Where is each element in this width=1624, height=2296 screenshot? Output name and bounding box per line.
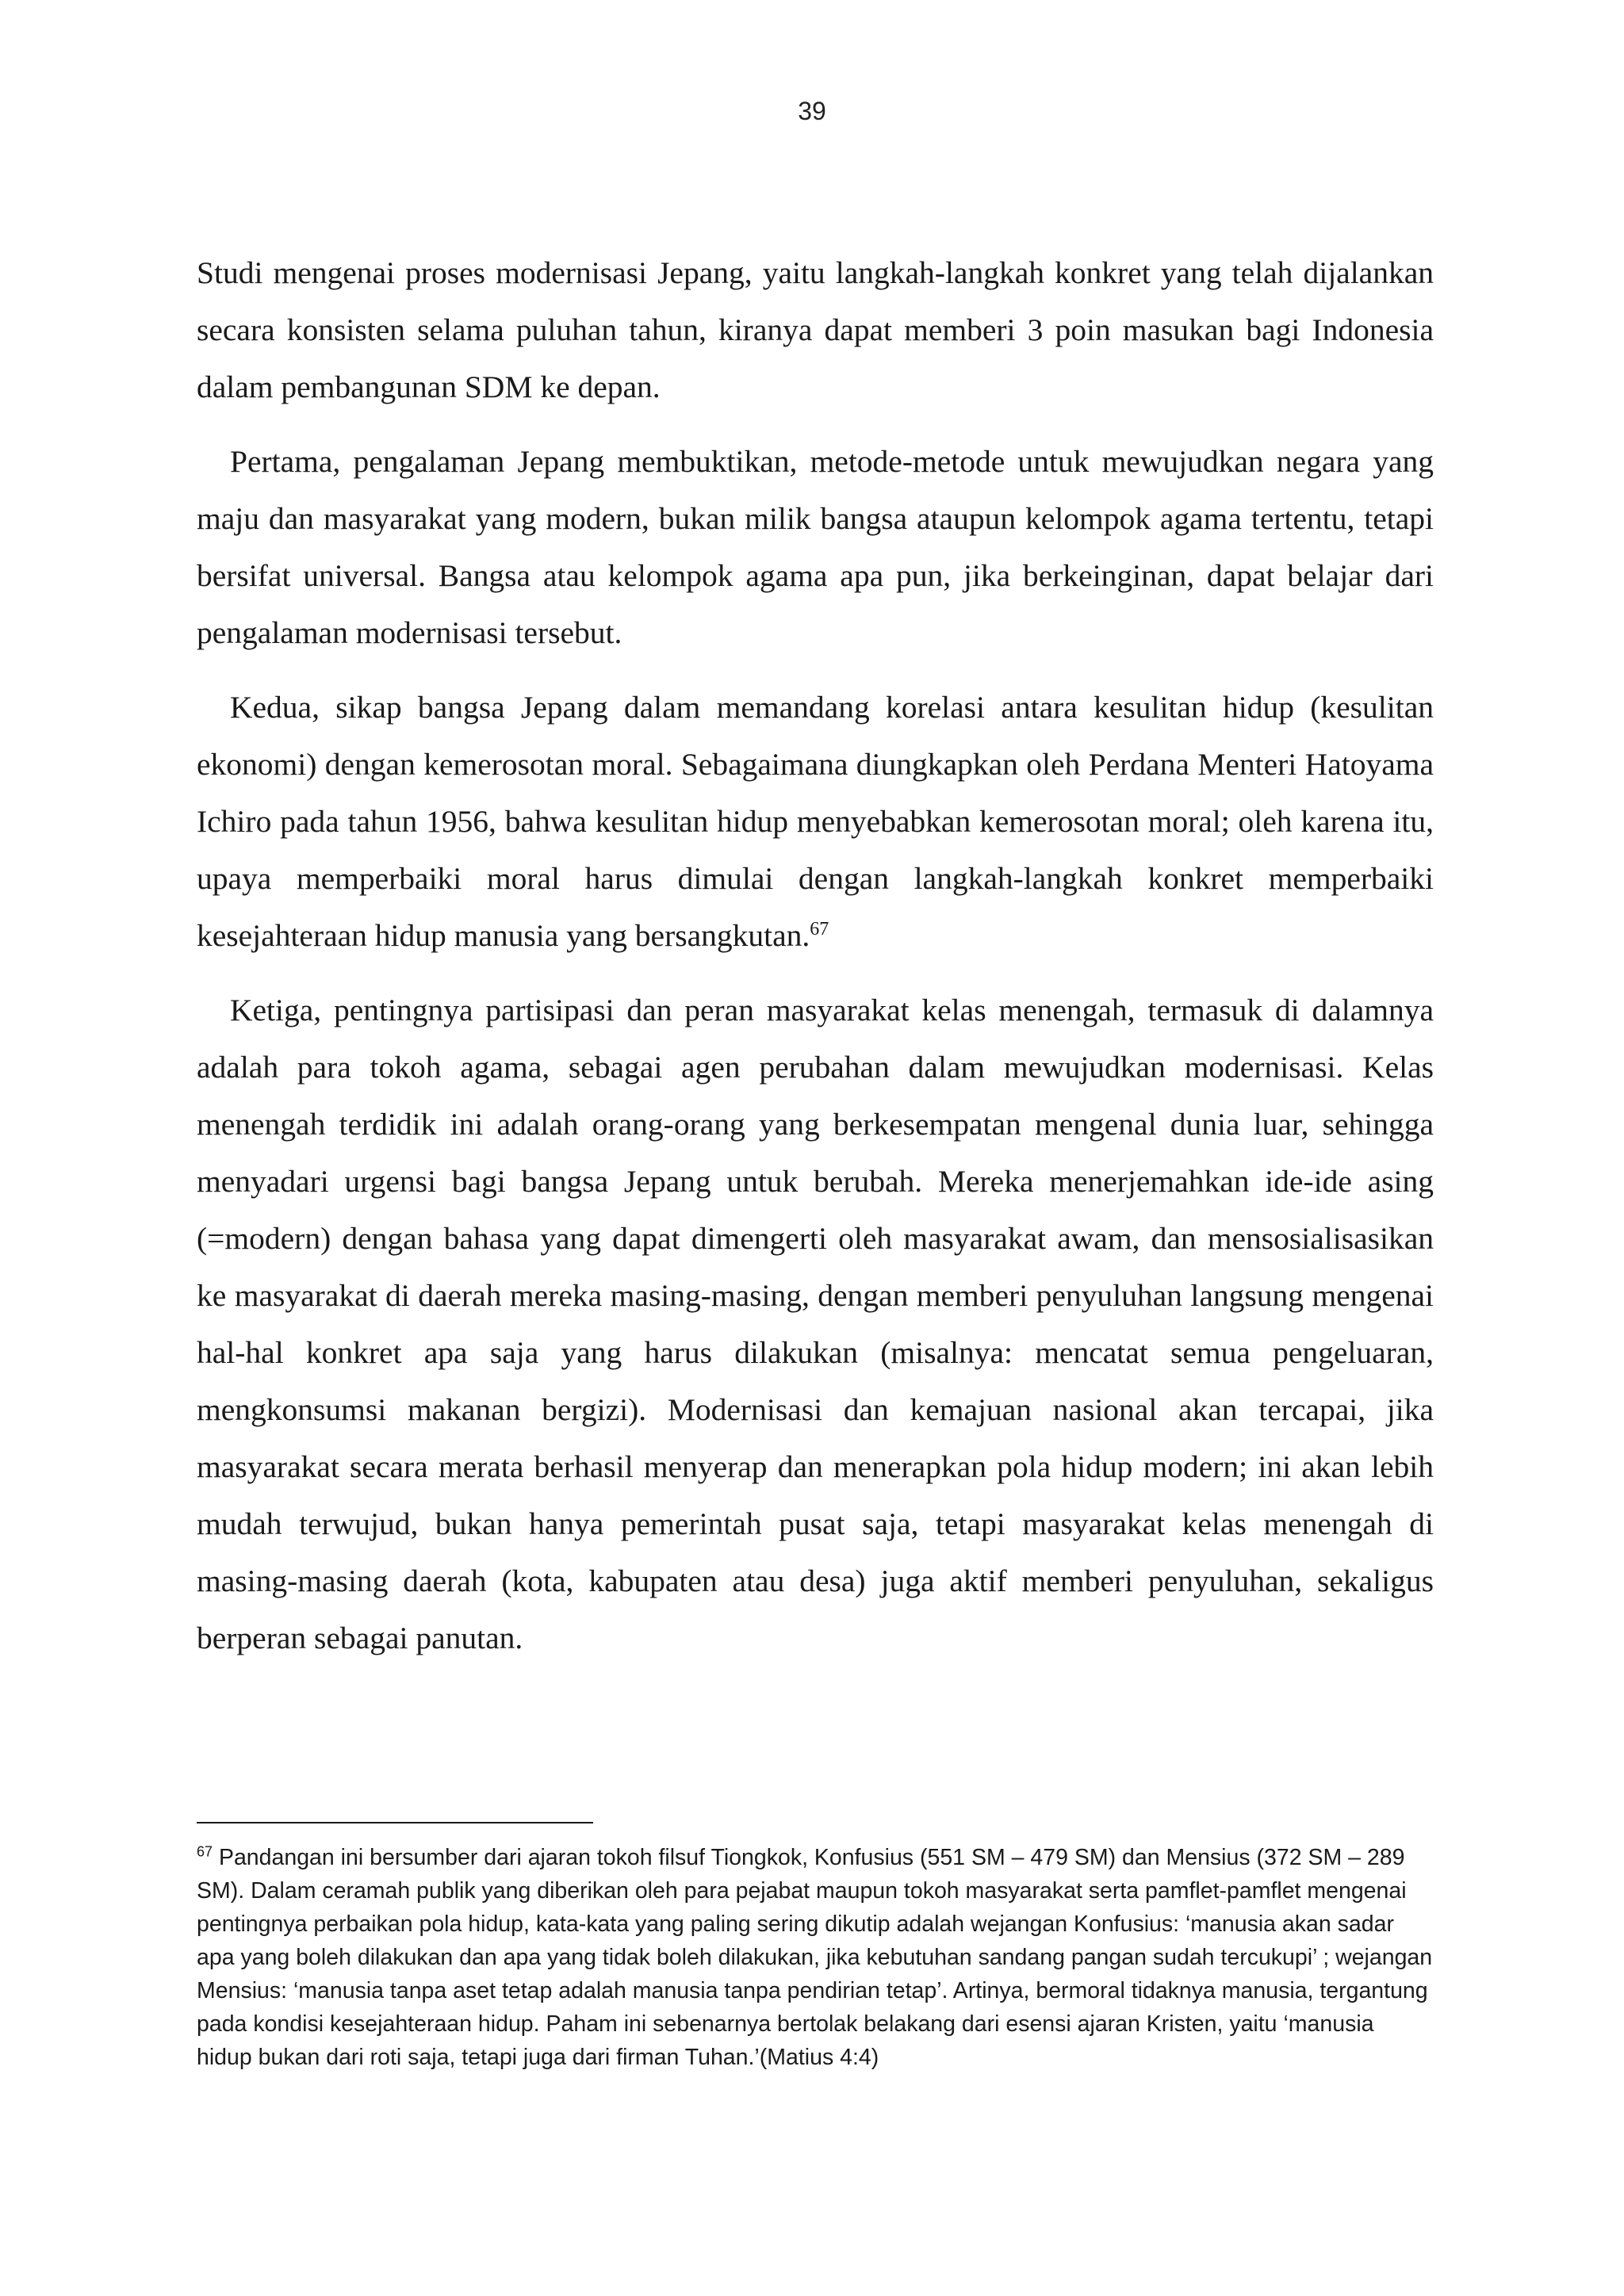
footnote-text: Pandangan ini bersumber dari ajaran tokoh filsuf Tiongkok, Konfusius (551 SM – 479 SM) dan Mensius (372 SM – 289 SM). Dalam ceramah publik yang diberikan oleh para pejabat maupun tokoh masyarakat serta pamflet-pamflet mengenai pentingnya perbaikan pola hidup, kata-kata yang paling sering dikutip adalah wejangan Konfusius: ‘manusia akan sadar apa yang boleh dilakukan dan apa yang tidak boleh dilakukan, jika kebutuhan sandang pangan sudah tercukupi’ ; wejangan Mensius: ‘manusia tanpa aset tetap adalah manusia tanpa pendirian tetap’. Artinya, bermoral tidaknya manusia, tergantung pada kondisi kesejahteraan hidup. Paham ini sebenarnya bertolak belakang dari esensi ajaran Kristen, yaitu ‘manusia hidup bukan dari roti saja, tetapi juga dari firman Tuhan.’(Matius 4:4) (197, 1845, 1433, 2070)
body-text (197, 244, 1434, 1684)
footnote-number: 67 (197, 1843, 213, 1860)
paragraph-kedua-text: Kedua, sikap bangsa Jepang dalam memandang korelasi antara kesulitan hidup (kesulitan ekonomi) dengan kemerosotan moral. Sebagaimana diungkapkan oleh Perdana Menteri Hatoyama Ichiro pada tahun 1956, bahwa kesulitan hidup menyebabkan kemerosotan moral; oleh karena itu, upaya memperbaiki moral harus dimulai dengan langkah-langkah konkret memperbaiki kesejahteraan hidup manusia yang bersangkutan. (197, 690, 1434, 953)
footnote (197, 1841, 1434, 2074)
paragraph-pertama: Pertama, pengalaman Jepang membuktikan, metode-metode untuk mewujudkan negara yang maju dan masyarakat yang modern, bukan milik bangsa ataupun kelompok agama tertentu, tetapi bersifat universal. Bangsa atau kelompok agama apa pun, jika berkeinginan, dapat belajar dari pengalaman modernisasi tersebut. (197, 444, 1434, 650)
footnote-divider (197, 1822, 593, 1823)
paragraph-intro: Studi mengenai proses modernisasi Jepang, yaitu langkah-langkah konkret yang telah dijalankan secara konsisten selama puluhan tahun, kiranya dapat memberi 3 poin masukan bagi Indonesia dalam pembangunan SDM ke depan. (197, 255, 1434, 404)
paragraph-ketiga: Ketiga, pentingnya partisipasi dan peran masyarakat kelas menengah, termasuk di dalamnya adalah para tokoh agama, sebagai agen perubahan dalam mewujudkan modernisasi. Kelas menengah terdidik ini adalah orang-orang yang berkesempatan mengenal dunia luar, sehingga menyadari urgensi bagi bangsa Jepang untuk berubah. Mereka menerjemahkan ide-ide asing (=modern) dengan bahasa yang dapat dimengerti oleh masyarakat awam, dan mensosialisasikan ke masyarakat di daerah mereka masing-masing, dengan memberi penyuluhan langsung mengenai hal-hal konkret apa saja yang harus dilakukan (misalnya: mencatat semua pengeluaran, mengkonsumsi makanan bergizi). Modernisasi dan kemajuan nasional akan tercapai, jika masyarakat secara merata berhasil menyerap dan menerapkan pola hidup modern; ini akan lebih mudah terwujud, bukan hanya pemerintah pusat saja, tetapi masyarakat kelas menengah di masing-masing daerah (kota, kabupaten atau desa) juga aktif memberi penyuluhan, sekaligus berperan sebagai panutan. (197, 993, 1434, 1655)
paragraph-kedua (197, 679, 1434, 964)
footnote-reference[interactable]: 67 (810, 918, 829, 939)
page-number: 39 (798, 97, 826, 125)
